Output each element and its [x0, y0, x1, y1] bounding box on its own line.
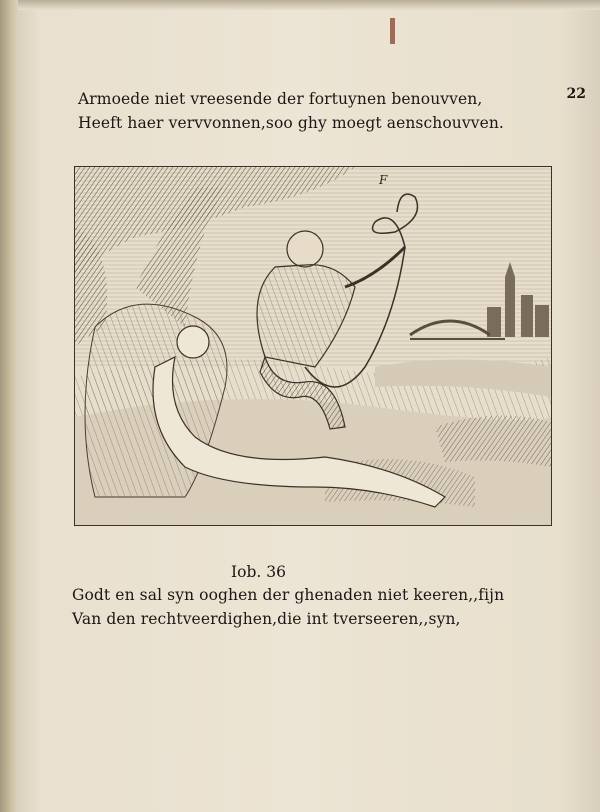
plate-letter: F: [379, 173, 388, 187]
verse-bottom-line-1: Godt en sal syn ooghen der ghenaden niet keeren,,fijn: [72, 586, 505, 604]
page-number: 22: [566, 86, 586, 102]
verse-top-line-1: Armoede niet vreesende der fortuynen benouvven,: [78, 90, 483, 108]
verse-bottom-line-2: Van den rechtveerdighen,die int tverseeren,,syn,: [72, 610, 461, 628]
engraving-illustration: [74, 166, 552, 526]
page-top-edge: [0, 0, 600, 10]
book-binding: [0, 0, 18, 812]
citation: Iob. 36: [231, 563, 286, 581]
bookmark-stain: [390, 18, 395, 44]
verse-top-line-2: Heeft haer vervvonnen,soo ghy moegt aenschouvven.: [78, 114, 504, 132]
engraving-drawing: [75, 167, 551, 525]
